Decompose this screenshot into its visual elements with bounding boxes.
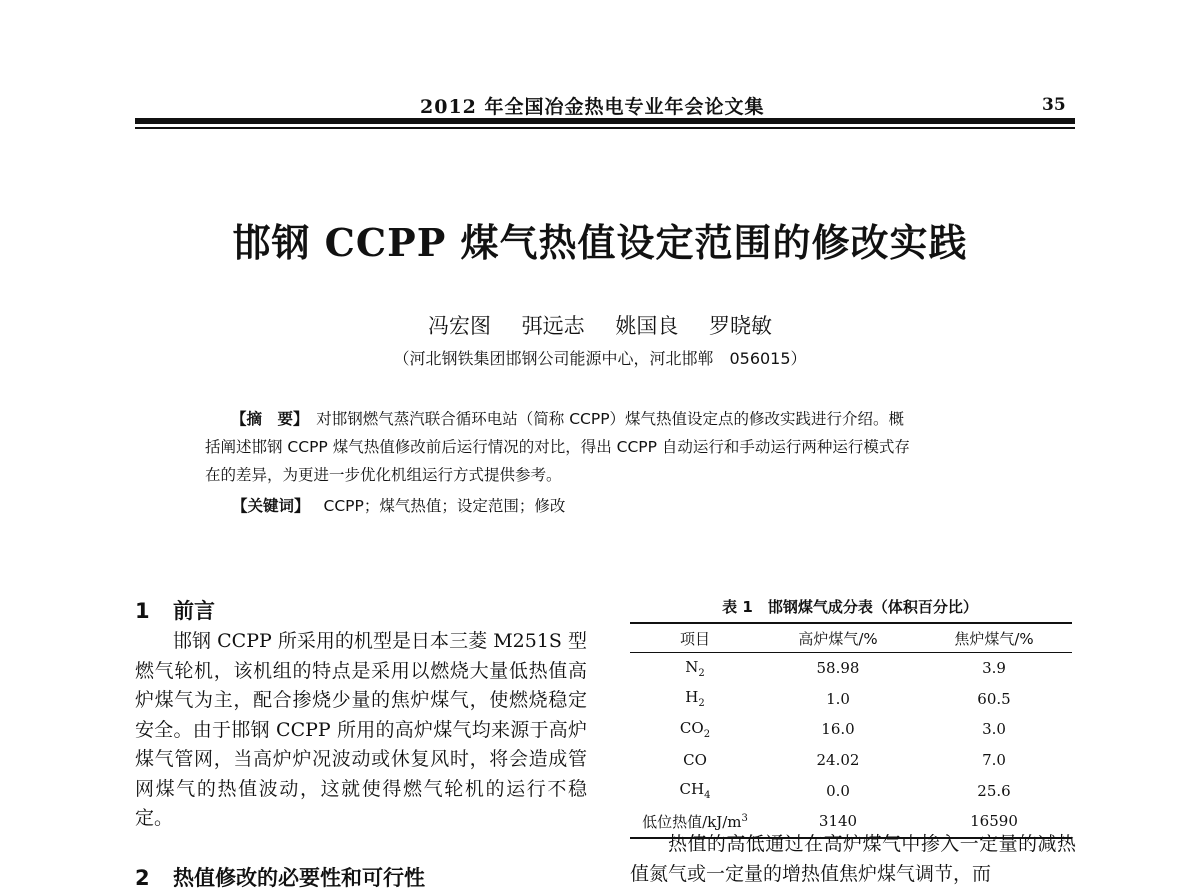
author-list: [0, 310, 1200, 340]
table-cell-item: $CO_2$: [679, 718, 711, 740]
abstract-line: 括阐述邯钢 CCPP 煤气热值修改前后运行情况的对比，得出 CCPP 自动运行和手动运行两种运行模式存: [205, 438, 910, 456]
paragraph: 邯钢 CCPP 所采用的机型是日本三菱 M251S 型燃气轮机，该机组的特点是采用以燃烧大量低热值高炉煤气为主，配合掺烧少量的焦炉煤气，使燃烧稳定安全。由于邯钢 CCPP 所用的高炉煤气均来源于高炉煤气管网，当高炉炉况波动或休复风时，将会造成管网煤气的热值波动，这就使得燃气轮机的运行不稳定。: [135, 630, 587, 829]
table-row: [630, 775, 1072, 806]
table-cell-item: $CH_4$: [679, 780, 711, 802]
table-cell: 60.5: [977, 689, 1011, 708]
author: 罗晓敏: [709, 314, 773, 338]
table-row: [630, 684, 1072, 715]
section-heading-1: [135, 595, 215, 625]
section-1-body: [135, 627, 587, 834]
table-cell: 58.98: [816, 659, 860, 678]
page-number: 35: [1042, 95, 1066, 115]
table-row: [630, 653, 1072, 684]
right-column-body: [630, 830, 1076, 889]
table-caption: 表 1 邯钢煤气成分表（体积百分比）: [722, 598, 978, 616]
table-cell-item: 低位热值$/kJ/m^3$: [630, 806, 760, 838]
gas-composition-table: [630, 622, 1072, 839]
table-header-cell: 项目: [630, 623, 760, 653]
section-heading-2: [135, 862, 425, 892]
table-cell: 25.6: [977, 781, 1011, 800]
table-header-cell: 高炉煤气/%: [760, 623, 916, 653]
keywords-label: 【关键词】: [232, 497, 310, 515]
table-cell: 3140: [760, 806, 916, 838]
section-title: 热值修改的必要性和可行性: [173, 866, 425, 890]
keywords: [232, 494, 565, 516]
table-cell-item: CO: [683, 751, 707, 770]
header-rule-thin: [135, 127, 1075, 129]
section-number: 2: [135, 866, 150, 890]
table-cell-item: $H_2$: [685, 688, 705, 710]
section-number: 1: [135, 599, 150, 623]
table-cell: 16.0: [821, 720, 855, 739]
author: 冯宏图: [427, 314, 491, 338]
journal-header: 2012 年全国冶金热电专业年会论文集: [420, 96, 765, 118]
author: 姚国良: [615, 314, 679, 338]
table-cell: 16590: [916, 806, 1072, 838]
paper-title: 邯钢 CCPP 煤气热值设定范围的修改实践: [232, 220, 968, 265]
abstract-label: 【摘 要】: [231, 410, 301, 428]
table-cell: 0.0: [826, 781, 850, 800]
table-cell: 1.0: [826, 689, 850, 708]
table-cell: 3.0: [982, 720, 1006, 739]
section-title: 前言: [173, 599, 215, 623]
author: 弭远志: [521, 314, 585, 338]
table-cell: 7.0: [982, 751, 1006, 770]
affiliation: （河北钢铁集团邯钢公司能源中心，河北邯郸 056015）: [393, 349, 807, 368]
abstract-line: 在的差异，为更进一步优化机组运行方式提供参考。: [205, 466, 562, 484]
table-cell-item: $N_2$: [685, 657, 705, 679]
abstract-line: 对邯钢燃气蒸汽联合循环电站（简称 CCPP）煤气热值设定点的修改实践进行介绍。概: [316, 410, 905, 428]
keywords-text: CCPP；煤气热值；设定范围；修改: [323, 497, 566, 515]
table-header-cell: 焦炉煤气/%: [916, 623, 1072, 653]
table-cell: 3.9: [982, 659, 1006, 678]
paragraph: 热值的高低通过在高炉煤气中掺入一定量的减热值氮气或一定量的增热值焦炉煤气调节，而: [630, 833, 1076, 885]
header-rule-thick: [135, 118, 1075, 124]
abstract: [205, 405, 1015, 489]
table-cell: 24.02: [816, 751, 860, 770]
table-row: [630, 745, 1072, 776]
table-row: [630, 714, 1072, 745]
